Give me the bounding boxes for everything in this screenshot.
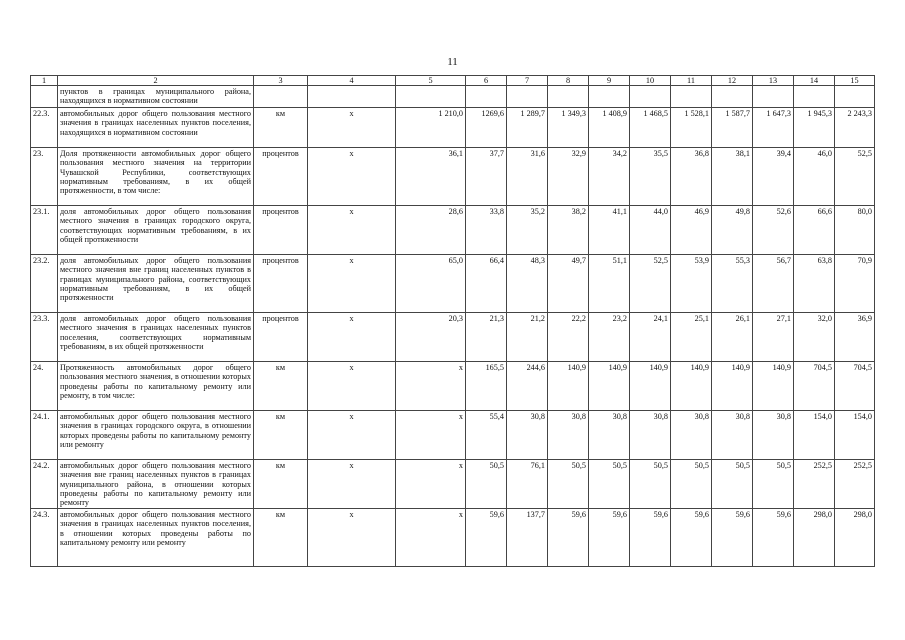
header-cell: 5 xyxy=(396,76,466,86)
value-cell: 52,5 xyxy=(630,255,671,313)
value-cell xyxy=(794,86,835,108)
value-cell: 30,8 xyxy=(630,411,671,460)
value-cell: 50,5 xyxy=(630,460,671,509)
indicator-name-cell: автомобильных дорог общего пользования местного значения вне границ населенных пунктов в границах муниципального района, в отношении которых проведены работы по капитальному ремонту или ремонту xyxy=(58,460,254,509)
table-row xyxy=(31,206,875,255)
value-cell: 33,8 xyxy=(466,206,507,255)
value-cell: 30,8 xyxy=(712,411,753,460)
value-cell: 252,5 xyxy=(794,460,835,509)
header-cell: 9 xyxy=(589,76,630,86)
value-cell xyxy=(507,86,548,108)
unit-cell: км xyxy=(254,362,308,411)
unit-cell: км xyxy=(254,460,308,509)
value-cell: 32,0 xyxy=(794,313,835,362)
value-cell: 36,9 xyxy=(835,313,875,362)
value-cell: 244,6 xyxy=(507,362,548,411)
unit-cell: процентов xyxy=(254,313,308,362)
header-cell: 13 xyxy=(753,76,794,86)
unit-cell: процентов xyxy=(254,255,308,313)
value-cell: 30,8 xyxy=(507,411,548,460)
indicator-name-cell: доля автомобильных дорог общего пользования местного значения вне границ населенных пунктов в границах муниципального района, соответствующих нормативным требованиям, в их общей протяженности xyxy=(58,255,254,313)
value-cell: 140,9 xyxy=(753,362,794,411)
value-cell: 50,5 xyxy=(671,460,712,509)
value-cell: 140,9 xyxy=(671,362,712,411)
header-cell: 15 xyxy=(835,76,875,86)
header-cell: 8 xyxy=(548,76,589,86)
value-cell: 50,5 xyxy=(753,460,794,509)
unit-cell: км xyxy=(254,108,308,148)
value-cell: 23,2 xyxy=(589,313,630,362)
value-cell: 35,5 xyxy=(630,148,671,206)
indicator-name-cell: Протяженность автомобильных дорог общего пользования местного значения, в отношении которых проведены работы по капитальному ремонту или ремонту, в том числе: xyxy=(58,362,254,411)
row-number-cell xyxy=(31,86,58,108)
row-number-cell: 24. xyxy=(31,362,58,411)
header-cell: 6 xyxy=(466,76,507,86)
value-cell: 59,6 xyxy=(712,509,753,567)
header-cell: 2 xyxy=(58,76,254,86)
indicator-name-cell: пунктов в границах муниципального района, находящихся в нормативном состоянии xyxy=(58,86,254,108)
value-cell: 252,5 xyxy=(835,460,875,509)
value-cell: 298,0 xyxy=(835,509,875,567)
value-cell xyxy=(835,86,875,108)
unit-cell: процентов xyxy=(254,206,308,255)
column-5-cell: 1 210,0 xyxy=(396,108,466,148)
column-4-cell: х xyxy=(308,206,396,255)
row-number-cell: 24.1. xyxy=(31,411,58,460)
indicator-name-cell: автомобильных дорог общего пользования местного значения в границах городского округа, в отношении которых проведены работы по капитальному ремонту или ремонту xyxy=(58,411,254,460)
indicator-name-cell: автомобильных дорог общего пользования местного значения в границах населенных пунктов поселения, в отношении которых проведены работы по капитальному ремонту или ремонту xyxy=(58,509,254,567)
value-cell: 154,0 xyxy=(794,411,835,460)
value-cell: 50,5 xyxy=(548,460,589,509)
column-4-cell: х xyxy=(308,148,396,206)
value-cell: 66,6 xyxy=(794,206,835,255)
value-cell: 50,5 xyxy=(466,460,507,509)
value-cell: 32,9 xyxy=(548,148,589,206)
value-cell: 35,2 xyxy=(507,206,548,255)
value-cell: 59,6 xyxy=(589,509,630,567)
header-cell: 11 xyxy=(671,76,712,86)
indicators-table xyxy=(30,75,875,567)
value-cell: 26,1 xyxy=(712,313,753,362)
value-cell xyxy=(589,86,630,108)
value-cell: 137,7 xyxy=(507,509,548,567)
value-cell xyxy=(753,86,794,108)
table-row xyxy=(31,255,875,313)
page-number: 11 xyxy=(447,56,458,68)
value-cell: 59,6 xyxy=(630,509,671,567)
column-5-cell xyxy=(396,86,466,108)
table-row xyxy=(31,108,875,148)
row-number-cell: 22.3. xyxy=(31,108,58,148)
value-cell: 80,0 xyxy=(835,206,875,255)
value-cell: 31,6 xyxy=(507,148,548,206)
value-cell: 36,8 xyxy=(671,148,712,206)
value-cell: 49,8 xyxy=(712,206,753,255)
value-cell: 52,5 xyxy=(835,148,875,206)
column-4-cell: х xyxy=(308,313,396,362)
value-cell: 1 587,7 xyxy=(712,108,753,148)
header-cell: 14 xyxy=(794,76,835,86)
column-4-cell xyxy=(308,86,396,108)
column-5-cell: 65,0 xyxy=(396,255,466,313)
column-4-cell: х xyxy=(308,509,396,567)
header-cell: 4 xyxy=(308,76,396,86)
table-row xyxy=(31,313,875,362)
value-cell: 30,8 xyxy=(671,411,712,460)
value-cell: 55,4 xyxy=(466,411,507,460)
header-cell: 3 xyxy=(254,76,308,86)
value-cell: 21,2 xyxy=(507,313,548,362)
table-row xyxy=(31,460,875,509)
value-cell: 21,3 xyxy=(466,313,507,362)
value-cell: 140,9 xyxy=(712,362,753,411)
column-4-cell: х xyxy=(308,255,396,313)
value-cell: 38,1 xyxy=(712,148,753,206)
value-cell: 50,5 xyxy=(712,460,753,509)
value-cell: 140,9 xyxy=(589,362,630,411)
value-cell: 39,4 xyxy=(753,148,794,206)
value-cell: 59,6 xyxy=(671,509,712,567)
value-cell: 46,0 xyxy=(794,148,835,206)
value-cell: 59,6 xyxy=(753,509,794,567)
value-cell: 55,3 xyxy=(712,255,753,313)
indicator-name-cell: доля автомобильных дорог общего пользования местного значения в границах населенных пунктов поселения, соответствующих нормативным требованиям, в их общей протяженности xyxy=(58,313,254,362)
header-cell: 10 xyxy=(630,76,671,86)
row-number-cell: 23.2. xyxy=(31,255,58,313)
table-row xyxy=(31,411,875,460)
value-cell: 37,7 xyxy=(466,148,507,206)
column-5-cell: х xyxy=(396,411,466,460)
row-number-cell: 23. xyxy=(31,148,58,206)
column-5-cell: х xyxy=(396,509,466,567)
value-cell: 704,5 xyxy=(835,362,875,411)
value-cell: 41,1 xyxy=(589,206,630,255)
value-cell: 24,1 xyxy=(630,313,671,362)
column-4-cell: х xyxy=(308,362,396,411)
value-cell xyxy=(671,86,712,108)
value-cell: 22,2 xyxy=(548,313,589,362)
table-row xyxy=(31,509,875,567)
value-cell: 704,5 xyxy=(794,362,835,411)
value-cell xyxy=(466,86,507,108)
indicator-name-cell: доля автомобильных дорог общего пользования местного значения в границах городского округа, соответствующих нормативным требованиям, в их общей протяженности xyxy=(58,206,254,255)
value-cell: 25,1 xyxy=(671,313,712,362)
value-cell xyxy=(548,86,589,108)
value-cell: 46,9 xyxy=(671,206,712,255)
value-cell: 52,6 xyxy=(753,206,794,255)
header-cell: 1 xyxy=(31,76,58,86)
value-cell: 66,4 xyxy=(466,255,507,313)
unit-cell xyxy=(254,86,308,108)
value-cell: 49,7 xyxy=(548,255,589,313)
column-4-cell: х xyxy=(308,411,396,460)
column-5-cell: 28,6 xyxy=(396,206,466,255)
value-cell: 1 945,3 xyxy=(794,108,835,148)
value-cell: 1 647,3 xyxy=(753,108,794,148)
value-cell: 30,8 xyxy=(753,411,794,460)
indicator-name-cell: Доля протяженности автомобильных дорог общего пользования местного значения на территории Чувашской Республики, соответствующих нормативным требованиям, в их общей протяженности, в том числе: xyxy=(58,148,254,206)
unit-cell: км xyxy=(254,411,308,460)
table-row xyxy=(31,148,875,206)
row-number-cell: 23.3. xyxy=(31,313,58,362)
table-row xyxy=(31,86,875,108)
value-cell: 56,7 xyxy=(753,255,794,313)
value-cell: 1 408,9 xyxy=(589,108,630,148)
value-cell: 59,6 xyxy=(548,509,589,567)
value-cell: 2 243,3 xyxy=(835,108,875,148)
value-cell xyxy=(712,86,753,108)
value-cell: 53,9 xyxy=(671,255,712,313)
value-cell: 1 349,3 xyxy=(548,108,589,148)
header-row xyxy=(31,76,875,86)
table-row xyxy=(31,362,875,411)
row-number-cell: 24.2. xyxy=(31,460,58,509)
value-cell: 63,8 xyxy=(794,255,835,313)
value-cell: 30,8 xyxy=(589,411,630,460)
unit-cell: процентов xyxy=(254,148,308,206)
unit-cell: км xyxy=(254,509,308,567)
value-cell: 44,0 xyxy=(630,206,671,255)
header-cell: 7 xyxy=(507,76,548,86)
column-4-cell: х xyxy=(308,108,396,148)
column-5-cell: 36,1 xyxy=(396,148,466,206)
value-cell: 1 468,5 xyxy=(630,108,671,148)
value-cell: 165,5 xyxy=(466,362,507,411)
column-5-cell: 20,3 xyxy=(396,313,466,362)
value-cell: 140,9 xyxy=(630,362,671,411)
column-5-cell: х xyxy=(396,460,466,509)
indicator-name-cell: автомобильных дорог общего пользования местного значения в границах населенных пунктов поселения, находящихся в нормативном состоянии xyxy=(58,108,254,148)
value-cell: 48,3 xyxy=(507,255,548,313)
value-cell: 70,9 xyxy=(835,255,875,313)
value-cell: 59,6 xyxy=(466,509,507,567)
value-cell: 1 528,1 xyxy=(671,108,712,148)
value-cell: 298,0 xyxy=(794,509,835,567)
value-cell: 140,9 xyxy=(548,362,589,411)
value-cell: 50,5 xyxy=(589,460,630,509)
value-cell: 76,1 xyxy=(507,460,548,509)
value-cell: 34,2 xyxy=(589,148,630,206)
value-cell: 27,1 xyxy=(753,313,794,362)
value-cell xyxy=(630,86,671,108)
header-cell: 12 xyxy=(712,76,753,86)
value-cell: 30,8 xyxy=(548,411,589,460)
row-number-cell: 24.3. xyxy=(31,509,58,567)
value-cell: 1269,6 xyxy=(466,108,507,148)
value-cell: 154,0 xyxy=(835,411,875,460)
value-cell: 38,2 xyxy=(548,206,589,255)
value-cell: 51,1 xyxy=(589,255,630,313)
value-cell: 1 289,7 xyxy=(507,108,548,148)
column-5-cell: х xyxy=(396,362,466,411)
row-number-cell: 23.1. xyxy=(31,206,58,255)
column-4-cell: х xyxy=(308,460,396,509)
